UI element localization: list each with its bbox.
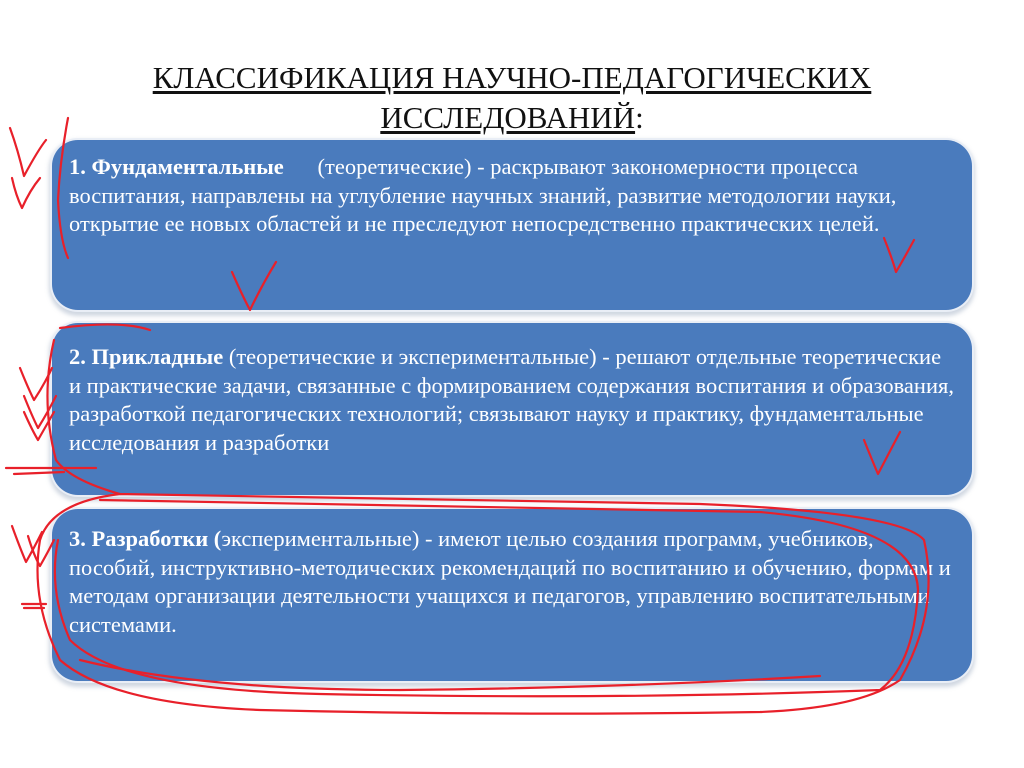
checkmark-icon xyxy=(24,412,54,440)
card-heading: 3. Разработки ( xyxy=(69,526,222,551)
card-text: экспериментальные) - имеют целью создания программ, учебников, пособий, инструктивно-методических рекомендаций по воспитанию и обучению, формам и методам организации деятельности учащихся и педагогов, управлению воспитательными системами. xyxy=(69,526,951,637)
checkmark-icon xyxy=(28,536,54,566)
card-text: (теоретические и экспериментальные) - решают отдельные теоретические и практические задачи, связанные с формированием содержания воспитания и образования, разработкой педагогических технологий; связывают науку и практику, фундаментальные исследования и разработки xyxy=(69,344,954,455)
checkmark-icon xyxy=(20,368,52,400)
title-line-2: ИССЛЕДОВАНИЙ xyxy=(380,100,636,135)
card-text: (теоретические) - раскрывают закономерности процесса воспитания, направлены на углубление научных знаний, развитие методологии науки, открытие ее новых областей и не преследуют непосредственно практических целей. xyxy=(69,154,897,236)
classification-card-applied xyxy=(52,323,972,495)
checkmark-icon xyxy=(10,128,46,176)
checkmark-icon xyxy=(12,178,40,208)
classification-card-fundamental xyxy=(52,140,972,310)
title-colon: : xyxy=(635,100,644,135)
card-heading: 1. Фундаментальные xyxy=(69,154,284,179)
slide-title xyxy=(90,58,934,138)
title-line-1: КЛАССИФИКАЦИЯ НАУЧНО-ПЕДАГОГИЧЕСКИХ xyxy=(152,60,872,95)
card-heading: 2. Прикладные xyxy=(69,344,224,369)
classification-card-developments xyxy=(52,509,972,681)
checkmark-icon xyxy=(12,526,42,562)
